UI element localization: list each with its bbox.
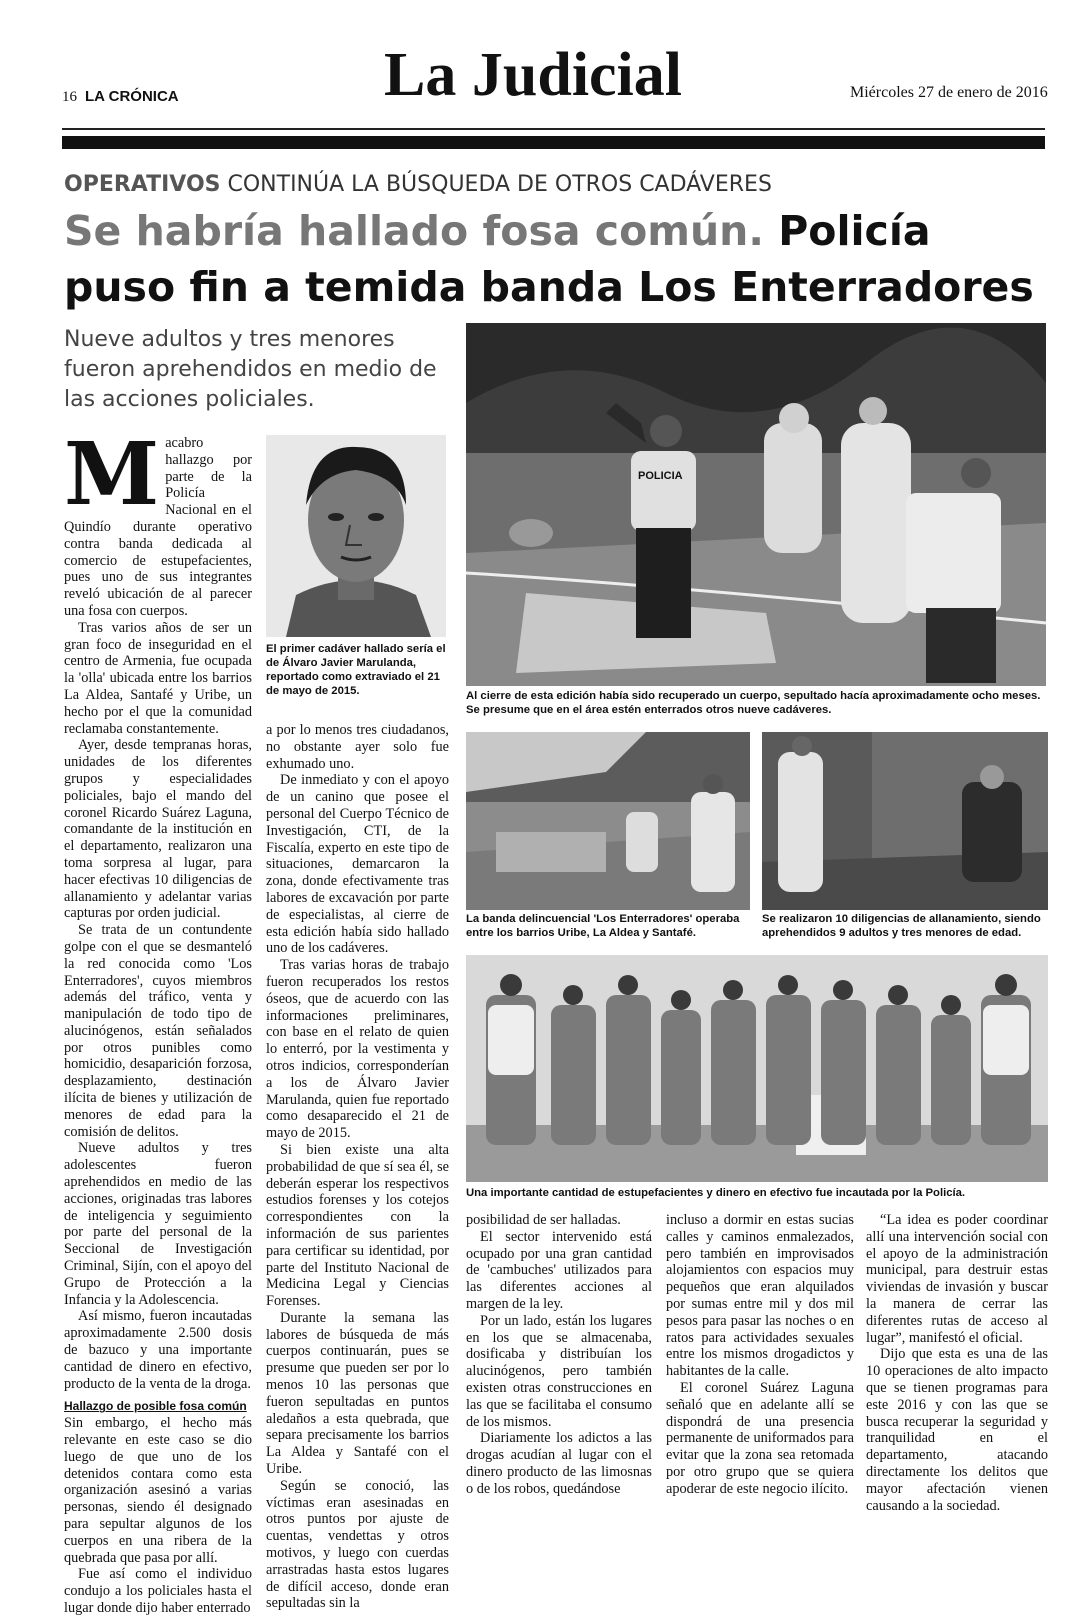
- paragraph: El coronel Suárez Laguna señaló que en adelante allí se dispondrá de una presencia permanente de uniformados para evitar que la zona sea retomada por otro grupo que se quiera apoderar de este negocio ilícito.: [666, 1379, 854, 1497]
- kicker-text: CONTINÚA LA BÚSQUEDA DE OTROS CADÁVERES: [227, 172, 772, 197]
- page-number-value: 16: [62, 89, 77, 105]
- kicker-label: OPERATIVOS: [64, 172, 221, 197]
- paragraph: Ayer, desde tempranas horas, unidades de los diferentes grupos y especialidades policiales, bajo el mando del coronel Ricardo Suárez Laguna, comandante de la institución en el departamento, realizaron una toma sorpresa al lugar, para hacer efectivas 10 diligencias de allanamiento y adelantar varias capturas por orden judicial.: [64, 737, 252, 922]
- column-1: [64, 424, 252, 1616]
- column-5: [866, 1212, 1048, 1514]
- paragraph: El sector intervenido está ocupado por una gran cantidad de 'cambuches' utilizados para las diferentes acciones al margen de la ley.: [466, 1228, 652, 1312]
- lineup-caption: Una importante cantidad de estupefacientes y dinero en efectivo fue incautada por la Policía.: [466, 1187, 966, 1199]
- vest-label: POLICIA: [638, 470, 683, 482]
- lineup-photo: [466, 955, 1048, 1182]
- paragraph: Se trata de un contundente golpe con el que se desmanteló la red conocida como 'Los Enterradores', cuyos miembros además del tráfico, venta y manipulación de todo tipo de alucinógenos, están señalados por otros punibles como homicidio, desaparición forzosa, desplazamiento, destinación ilícita de bienes y utilización de menores de edad para la comisión de delitos.: [64, 922, 252, 1140]
- paragraph: De inmediato y con el apoyo de un canino que posee el personal del Cuerpo Técnico de Investigación, CTI, de la Fiscalía, experto en este tipo de situaciones, demarcaron la zona, donde efectivamente tras labores de excavación por parte de especialistas, al cierre de esta edición había sido hallado uno de los cadáveres.: [266, 772, 449, 957]
- deck: Nueve adultos y tres menores fueron aprehendidos en medio de las acciones policiales.: [64, 327, 437, 412]
- photo-right: [762, 732, 1048, 910]
- column-2: [266, 722, 449, 1612]
- headline-part1: Se habría hallado fosa común.: [64, 207, 764, 255]
- paragraph: Tras varias horas de trabajo fueron recuperados los restos óseos, que de acuerdo con las informaciones preliminares, con base en el relato de quien lo enterró, por la vestimenta y otros indicios, corresponderían a los de Álvaro Javier Marulanda, quien fue reportado como desaparecido el 21 de mayo de 2015.: [266, 957, 449, 1142]
- right-caption: Se realizaron 10 diligencias de allanamiento, siendo aprehendidos 9 adultos y tres menores de edad.: [762, 913, 1041, 939]
- section-title: La Judicial: [384, 41, 683, 109]
- left-caption: La banda delincuencial 'Los Enterradores' operaba entre los barrios Uribe, La Aldea y Santafé.: [466, 913, 740, 939]
- paragraph: incluso a dormir en estas sucias calles y caminos enmalezados, pero también en improvisados alojamientos con espacios muy pequeños que eran alquilados por sumas entre mil y dos mil pesos para pasar las noches o en ratos para actividades sexuales entre los mismos drogadictos y habitantes de la calle.: [666, 1212, 854, 1380]
- paragraph: Fue así como el individuo condujo a los policiales hasta el lugar donde dijo haber enterrado: [64, 1566, 252, 1616]
- paragraph: Así mismo, fueron incautadas aproximadamente 2.500 dosis de bazuco y una importante cantidad de dinero en efectivo, producto de la venta de la droga.: [64, 1308, 252, 1392]
- main-photo: [466, 323, 1046, 686]
- column-3: [466, 1212, 652, 1497]
- main-caption: Al cierre de esta edición había sido recuperado un cuerpo, sepultado hacía aproximadamente ocho meses. Se presume que en el área estén enterrados otros nueve cadáveres.: [466, 690, 1041, 716]
- portrait-caption: El primer cadáver hallado sería el de Álvaro Javier Marulanda, reportado como extraviado el 21 de mayo de 2015.: [266, 643, 446, 697]
- portrait-photo: [266, 435, 446, 637]
- paragraph: Según se conoció, las víctimas eran asesinadas en otros puntos por ajuste de cuentas, vendettas y otros motivos, y luego con cuerdas arrastradas hasta estos lugares de difícil acceso, donde eran sepultadas sin la: [266, 1477, 449, 1612]
- issue-date: Miércoles 27 de enero de 2016: [850, 84, 1048, 101]
- headline-part2: Policía puso fin a temida banda Los Enterradores: [64, 207, 1034, 311]
- paragraph: Diariamente los adictos a las drogas acudían al lugar con el dinero producto de las limosnas o de los robos, quedándose: [466, 1430, 652, 1497]
- paragraph: Tras varios años de ser un gran foco de inseguridad en el centro de Armenia, fue ocupada la 'olla' ubicada entre los barrios La Aldea, Santafé y Uribe, un hecho por el que la comunidad reclamaba constantemente.: [64, 619, 252, 737]
- photo-left: [466, 732, 750, 910]
- paragraph: Dijo que esta es una de las 10 operaciones de alto impacto que se tienen programas para este 2016 y con las que se busca recuperar la seguridad y tranquilidad en el departamento, atacando directamente los delitos que mayor afectación vienen causando a la sociedad.: [866, 1346, 1048, 1514]
- paragraph: Si bien existe una alta probabilidad de que sí sea él, se deberán esperar los respectivos estudios forenses y los cotejos correspondientes con la información de sus parientes para certificar su identidad, por parte del Instituto Nacional de Medicina Legal y Ciencias Forenses.: [266, 1141, 449, 1310]
- column-4: [666, 1212, 854, 1497]
- subhead: Hallazgo de posible fosa común: [64, 1399, 247, 1414]
- paper-name: LA CRÓNICA: [85, 88, 179, 105]
- header-rule-thin: [62, 128, 1045, 130]
- paragraph: Nueve adultos y tres adolescentes fueron aprehendidos en medio de las acciones, originadas tras labores de inteligencia y seguimiento por parte del personal de la Seccional de Investigación Criminal, Sijín, con el apoyo del Grupo de Protección a la Infancia y la Adolescencia.: [64, 1140, 252, 1308]
- paragraph: posibilidad de ser halladas.: [466, 1212, 621, 1228]
- header-rule-thick: [62, 136, 1045, 149]
- headline: [64, 203, 1054, 315]
- paragraph: acabro hallazgo por parte de la Policía Nacional en el Quindío durante operativo contra banda dedicada al comercio de estupefacientes, pues uno de sus integrantes reveló ubicación de al parecer una fosa con cuerpos.: [64, 435, 252, 619]
- paragraph: a por lo menos tres ciudadanos, no obstante ayer solo fue exhumado uno.: [266, 722, 449, 772]
- drop-cap: M: [64, 424, 160, 525]
- paragraph: Sin embargo, el hecho más relevante en este caso se dio luego de que uno de los detenidos contara como esta organización asesinó a varias personas, siendo él designado para sepultar algunos de los cuerpos en una ribera de la quebrada que pasa por allí.: [64, 1415, 252, 1566]
- kicker: [64, 172, 772, 197]
- paragraph: Por un lado, están los lugares en los que se almacenaba, dosificaba y distribuían los alucinógenos, pero también existen otras construcciones en las que se facilitaba el consumo de los mismos.: [466, 1312, 652, 1430]
- paragraph: Durante la semana las labores de búsqueda de más cuerpos continuarán, pues se presume que pueden ser por lo menos 10 las personas que fueron sepultadas en puntos aledaños a esta quebrada, que separa precisamente los barrios La Aldea y Santafé con el Uribe.: [266, 1309, 449, 1478]
- paragraph: “La idea es poder coordinar allí una intervención social con el apoyo de la administración municipal, para destruir estas viviendas de invasión y buscar la manera de cerrar las diferentes rutas de acceso al lugar”, manifestó el oficial.: [866, 1212, 1048, 1346]
- page-number: [62, 88, 179, 106]
